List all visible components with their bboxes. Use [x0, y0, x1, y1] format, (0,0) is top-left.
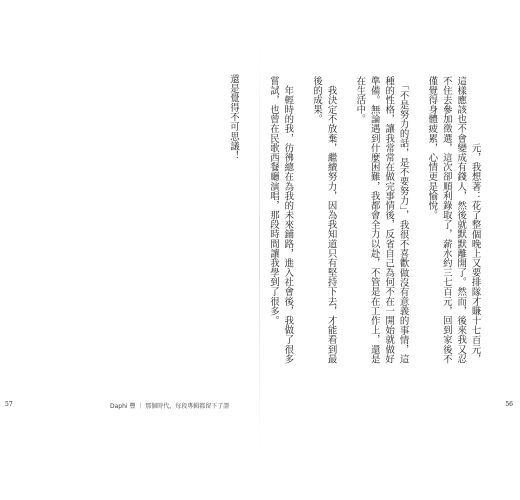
paragraph: 年輕時的我，彷彿總在為我的未來鋪路，進入社會後，我做了很多嘗試，也曾在民歌西餐廳演唱，那段時間讓我學到了很多。 — [267, 76, 294, 364]
paragraph: 「不是努力的話，是不要努力」，我很不喜歡做沒有意義的事情，這種的性格，讓我常常在做完事情後，反省自己為何不在一開始就做好準備。無論遇到什麼困難，我都會全力以赴，不管是在工作上，還是在生活中。 — [354, 76, 409, 364]
running-head-text: Daphi 豐 ｜ 那個時代，每段專輯都留下了證 — [110, 403, 230, 410]
left-page-number: 57 — [5, 401, 13, 408]
right-page — [260, 0, 520, 500]
paragraph: 我決定不放棄，繼續努力，因為我知道只有堅持下去，才能看到最後的成果。 — [311, 76, 337, 364]
paragraph: 元，我想著：花了整個晚上又要排隊才賺十七百元，這樣應該也不會變成有錢人，然後就默默離開了。然而，後來我又忍不住去參加徵選，這次卻順利錄取了，薪水約三七百元，回到家後不僅覺得身體疲累，心情更是愉悅。 — [426, 76, 481, 364]
left-page — [0, 0, 259, 500]
right-page-number: 56 — [505, 401, 513, 408]
right-page-text — [261, 76, 496, 371]
left-page-text: 還是覺得不可思議！ — [228, 74, 239, 161]
running-head — [110, 401, 229, 410]
